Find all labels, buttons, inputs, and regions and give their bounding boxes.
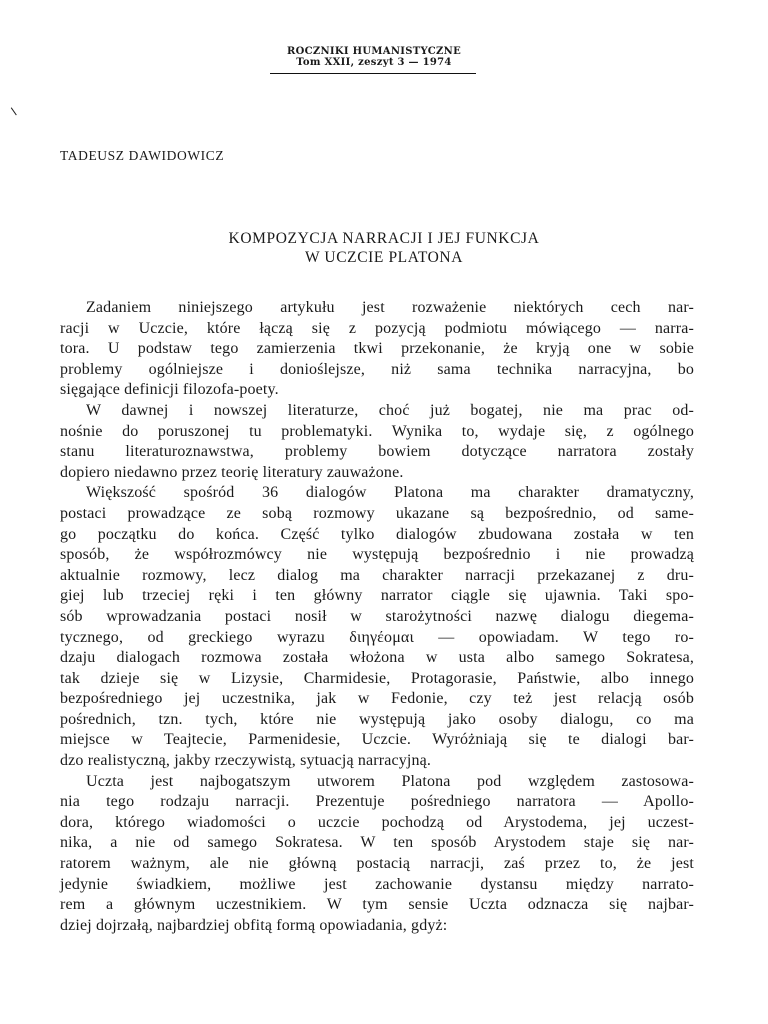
text-line: problemy ogólniejsze i donioślejsze, niż sama technika narracyjna, bo xyxy=(60,360,694,378)
text-line: dora, którego wiadomości o uczcie pochodzą od Arystodema, jej uczest- xyxy=(60,813,694,831)
text-line: nika, a nie od samego Sokratesa. W ten sposób Arystodem staje się nar- xyxy=(60,834,694,852)
text-line: dopiero niedawno przez teorię literatury zauważone. xyxy=(60,463,404,481)
text-line: rem a głównym uczestnikiem. W tym sensie Uczta odznacza się najbar- xyxy=(60,896,694,914)
text-line: tora. U podstaw tego zamierzenia tkwi przekonanie, że kryją one w sobie xyxy=(60,340,694,358)
text-line: racji w Uczcie, które łączą się z pozycją podmiotu mówiącego — narra- xyxy=(60,319,694,337)
text-line: miejsce w Teajtecie, Parmenidesie, Uczcie. Wyróżniają się te dialogi bar- xyxy=(60,731,694,749)
author-name: TADEUSZ DAWIDOWICZ xyxy=(60,148,225,163)
text-line: sposób, że współrozmówcy nie występują bezpośrednio i nie prowadzą xyxy=(60,546,694,564)
header-rule xyxy=(270,73,476,74)
text-line: dzaju dialogach rozmowa została włożona w usta albo samego Sokratesa, xyxy=(60,649,694,667)
title-line-1: KOMPOZYCJA NARRACJI I JEJ FUNKCJA xyxy=(228,230,540,247)
text-line: sób wprowadzania postaci nosił w starożytności nazwę dialogu diegema- xyxy=(60,607,694,625)
journal-name: ROCZNIKI HUMANISTYCZNE xyxy=(286,46,461,57)
text-line: Zadaniem niniejszego artykułu jest rozważenie niektórych cech nar- xyxy=(86,299,694,316)
text-line: pośrednich, tzn. tych, które nie występują jako osoby dialogu, co ma xyxy=(60,710,694,728)
text-line: aktualnie rozmowy, lecz dialog ma charakter narracji przekazanej z dru- xyxy=(60,566,694,584)
text-line: Większość spośród 36 dialogów Platona ma charakter dramatyczny, xyxy=(86,484,694,502)
journal-header xyxy=(270,46,478,74)
article-title xyxy=(90,229,678,267)
text-line: sięgające definicji filozofa-poety. xyxy=(60,381,279,399)
text-line: ratorem ważnym, ale nie główną postacią narracji, zaś przez to, że jest xyxy=(60,855,694,873)
text-line: dzo realistyczną, jakby rzeczywistą, sytuacją narracyjną. xyxy=(60,752,432,770)
text-line: W dawnej i nowszej literaturze, choć już bogatej, nie ma prac od- xyxy=(86,401,694,419)
text-line: Uczta jest najbogatszym utworem Platona pod względem zastosowa- xyxy=(86,772,694,790)
paragraph xyxy=(60,483,694,771)
text-line: tycznego, od greckiego wyrazu διηγέομαι — opowiadam. W tego ro- xyxy=(60,628,694,646)
journal-volume: Tom XXII, zeszyt 3 — 1974 xyxy=(296,57,452,68)
text-line: stanu literaturoznawstwa, problemy bowiem dotyczące narratora zostały xyxy=(60,443,694,461)
text-line: postaci prowadzące ze sobą rozmowy ukazane są bezpośrednio, od same- xyxy=(60,504,694,522)
paragraph xyxy=(60,401,694,483)
text-line: dziej dojrzałą, najbardziej obfitą formą opowiadania, gdyż: xyxy=(60,916,448,934)
text-line: jedynie świadkiem, możliwe jest zachowanie dystansu między narrato- xyxy=(60,875,694,893)
article-body xyxy=(60,298,694,936)
paragraph xyxy=(60,298,694,401)
text-line: nośnie do poruszonej tu problematyki. Wynika to, wydaje się, z ogólnego xyxy=(60,422,694,440)
text-line: tak dzieje się w Lizysie, Charmidesie, Protagorasie, Państwie, albo innego xyxy=(60,669,694,687)
text-line: bezpośredniego jej uczestnika, jak w Fedonie, czy też jest relacją osób xyxy=(60,690,694,708)
paragraph xyxy=(60,772,694,937)
text-line: go początku do końca. Część tylko dialogów zbudowana została w ten xyxy=(60,525,694,543)
text-line: nia tego rodzaju narracji. Prezentuje pośredniego narratora — Apollo- xyxy=(60,793,694,811)
text-line: giej lub trzeciej ręki i ten główny narrator ciągle się ujawnia. Taki spo- xyxy=(60,587,694,605)
margin-mark xyxy=(11,106,19,116)
title-line-2: W UCZCIE PLATONA xyxy=(304,249,463,266)
